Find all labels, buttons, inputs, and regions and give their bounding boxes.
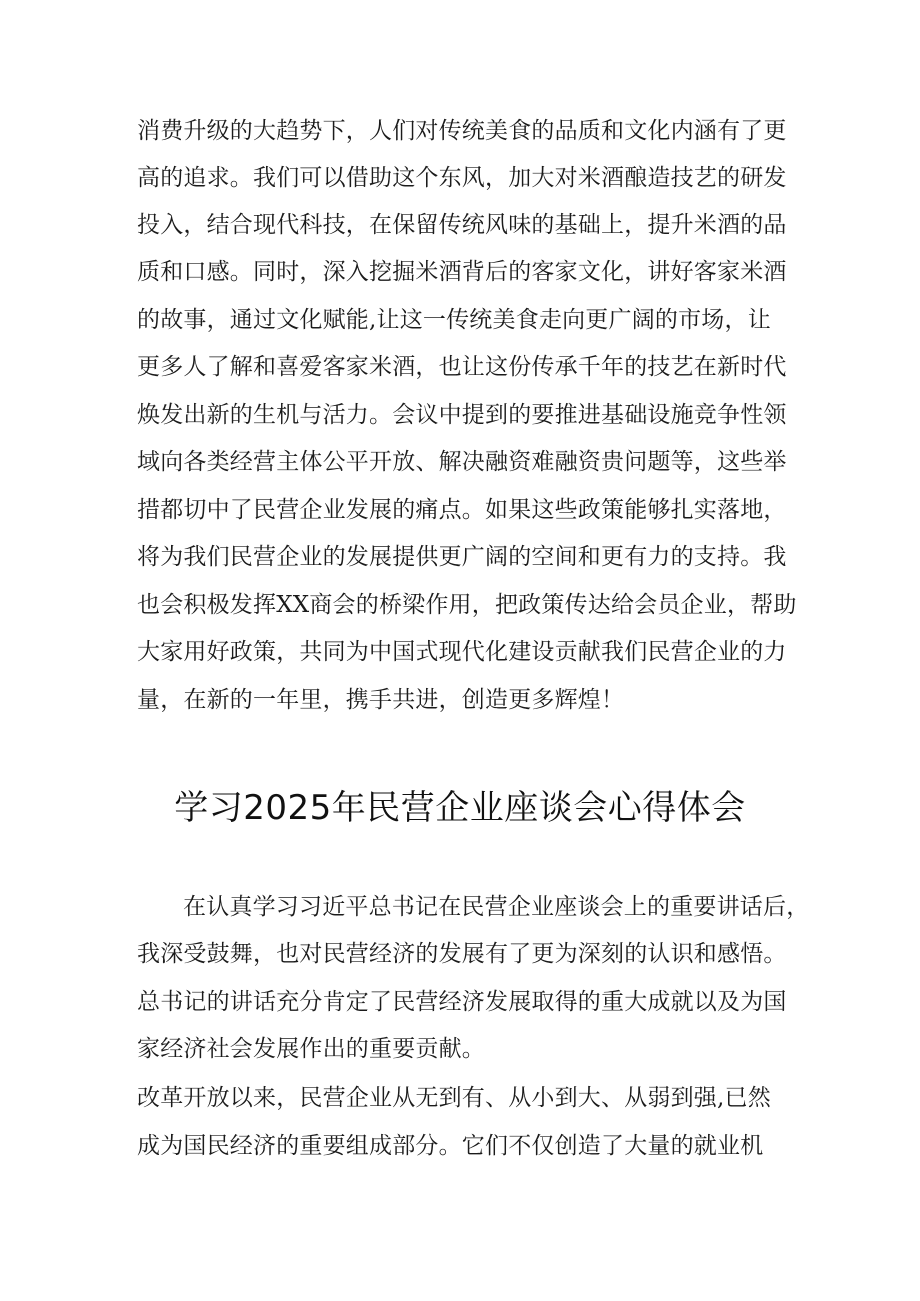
paragraph-line: 改革开放以来，民营企业从无到有、从小到大、从弱到强,已然 — [137, 1085, 771, 1111]
paragraph-line: 将为我们民营企业的发展提供更广阔的空间和更有力的支持。我 — [137, 544, 787, 570]
paragraph-line: 域向各类经营主体公平开放、解决融资难融资贵问题等，这些举 — [137, 449, 787, 475]
paragraph-line: 家经济社会发展作出的重要贡献。 — [137, 1036, 485, 1062]
paragraph-line: 更多人了解和喜爱客家米酒，也让这份传承千年的技艺在新时代 — [137, 354, 787, 380]
paragraph-line: 量，在新的一年里，携手共进，创造更多辉煌！ — [137, 687, 625, 713]
paragraph-line: 也会积极发挥XX商会的桥梁作用，把政策传达给会员企业，帮助 — [137, 592, 797, 618]
paragraph-line: 的故事，通过文化赋能,让这一传统美食走向更广阔的市场，让 — [137, 307, 771, 333]
paragraph-line: 在认真学习习近平总书记在民营企业座谈会上的重要讲话后， — [183, 894, 810, 920]
paragraph-line: 焕发出新的生机与活力。会议中提到的要推进基础设施竞争性领 — [137, 402, 787, 428]
paragraph-line: 大家用好政策，共同为中国式现代化建设贡献我们民营企业的力 — [137, 639, 787, 665]
paragraph-line: 成为国民经济的重要组成部分。它们不仅创造了大量的就业机 — [137, 1133, 764, 1159]
paragraph-line: 措都切中了民营企业发展的痛点。如果这些政策能够扎实落地， — [137, 497, 787, 523]
paragraph-line: 消费升级的大趋势下，人们对传统美食的品质和文化内涵有了更 — [137, 118, 787, 144]
paragraph-line: 质和口感。同时，深入挖掘米酒背后的客家文化，讲好客家米酒 — [137, 259, 787, 285]
paragraph-line: 总书记的讲话充分肯定了民营经济发展取得的重大成就以及为国 — [137, 989, 787, 1015]
paragraph-line: 我深受鼓舞，也对民营经济的发展有了更为深刻的认识和感悟。 — [137, 941, 787, 967]
page-title: 学习2025年民营企业座谈会心得体会 — [174, 788, 746, 828]
paragraph-line: 高的追求。我们可以借助这个东风，加大对米酒酿造技艺的研发 — [137, 165, 787, 191]
paragraph-line: 投入，结合现代科技，在保留传统风味的基础上，提升米酒的品 — [137, 212, 787, 238]
